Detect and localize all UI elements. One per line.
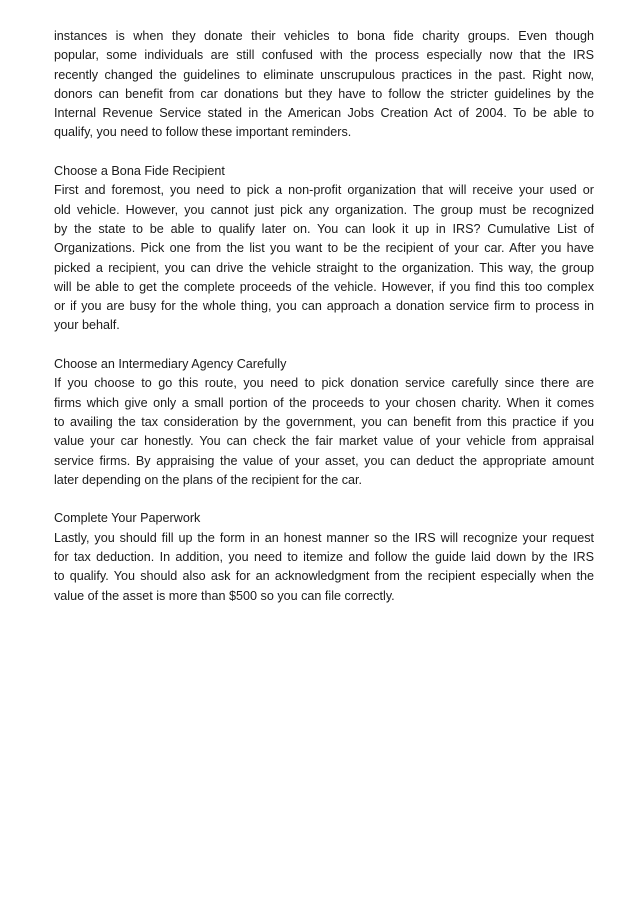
paragraph-line: value of the asset is more than $500 so you can file correctly. bbox=[54, 588, 395, 603]
section-paperwork bbox=[54, 509, 594, 605]
paragraph-line: for tax deduction. In addition, you need to itemize and follow the guide laid down by the IRS bbox=[54, 550, 594, 565]
section-heading: Choose an Intermediary Agency Carefully bbox=[54, 357, 287, 372]
paragraph-line: qualify, you need to follow these important reminders. bbox=[54, 125, 352, 140]
section-heading: Choose a Bona Fide Recipient bbox=[54, 164, 225, 179]
paragraph-line: If you choose to go this route, you need to pick donation service carefully since there are bbox=[54, 376, 594, 391]
paragraph-line: later depending on the plans of the recipient for the car. bbox=[54, 472, 363, 487]
section-bona-fide-recipient bbox=[54, 162, 594, 336]
document-page bbox=[54, 27, 594, 625]
section-intermediary-agency bbox=[54, 355, 594, 490]
paragraph-line: First and foremost, you need to pick a non-profit organization that will receive your used or bbox=[54, 183, 594, 198]
paragraph-line: to qualify. You should also ask for an acknowledgment from the recipient especially when the bbox=[54, 569, 594, 584]
paragraph-line: firms which give only a small portion of the proceeds to your chosen charity. When it comes bbox=[54, 395, 594, 410]
paragraph-line: Organizations. Pick one from the list you want to be the recipient of your car. After you have bbox=[54, 241, 594, 256]
intro-paragraph bbox=[54, 27, 594, 143]
paragraph-line: donors can benefit from car donations but they have to follow the stricter guidelines by the bbox=[54, 86, 594, 101]
paragraph-line: value your car honestly. You can check the fair market value of your vehicle from appraisal bbox=[54, 434, 594, 449]
paragraph-line: old vehicle. However, you cannot just pick any organization. The group must be recognized bbox=[54, 202, 594, 217]
paragraph-line: your behalf. bbox=[54, 318, 120, 333]
paragraph-line: instances is when they donate their vehicles to bona fide charity groups. Even though bbox=[54, 29, 594, 43]
paragraph-line: picked a recipient, you can drive the vehicle straight to the organization. This way, the group bbox=[54, 260, 594, 275]
paragraph-line: service firms. By appraising the value of your asset, you can deduct the appropriate amount bbox=[54, 453, 594, 468]
paragraph-line: Lastly, you should fill up the form in an honest manner so the IRS will recognize your request bbox=[54, 530, 594, 545]
paragraph-line: recently changed the guidelines to eliminate unscrupulous practices in the past. Right now, bbox=[54, 67, 594, 82]
paragraph-line: to availing the tax consideration by the government, you can benefit from this practice if you bbox=[54, 414, 594, 429]
paragraph-line: popular, some individuals are still confused with the process especially now that the IRS bbox=[54, 48, 594, 63]
paragraph-line: Internal Revenue Service stated in the American Jobs Creation Act of 2004. To be able to bbox=[54, 106, 594, 121]
paragraph-line: by the state to be able to qualify later on. You can look it up in IRS? Cumulative List of bbox=[54, 221, 594, 236]
section-heading: Complete Your Paperwork bbox=[54, 511, 201, 526]
paragraph-line: or if you are busy for the whole thing, you can approach a donation service firm to process in bbox=[54, 299, 594, 314]
paragraph-line: will be able to get the complete proceeds of the vehicle. However, if you find this too complex bbox=[54, 279, 594, 294]
